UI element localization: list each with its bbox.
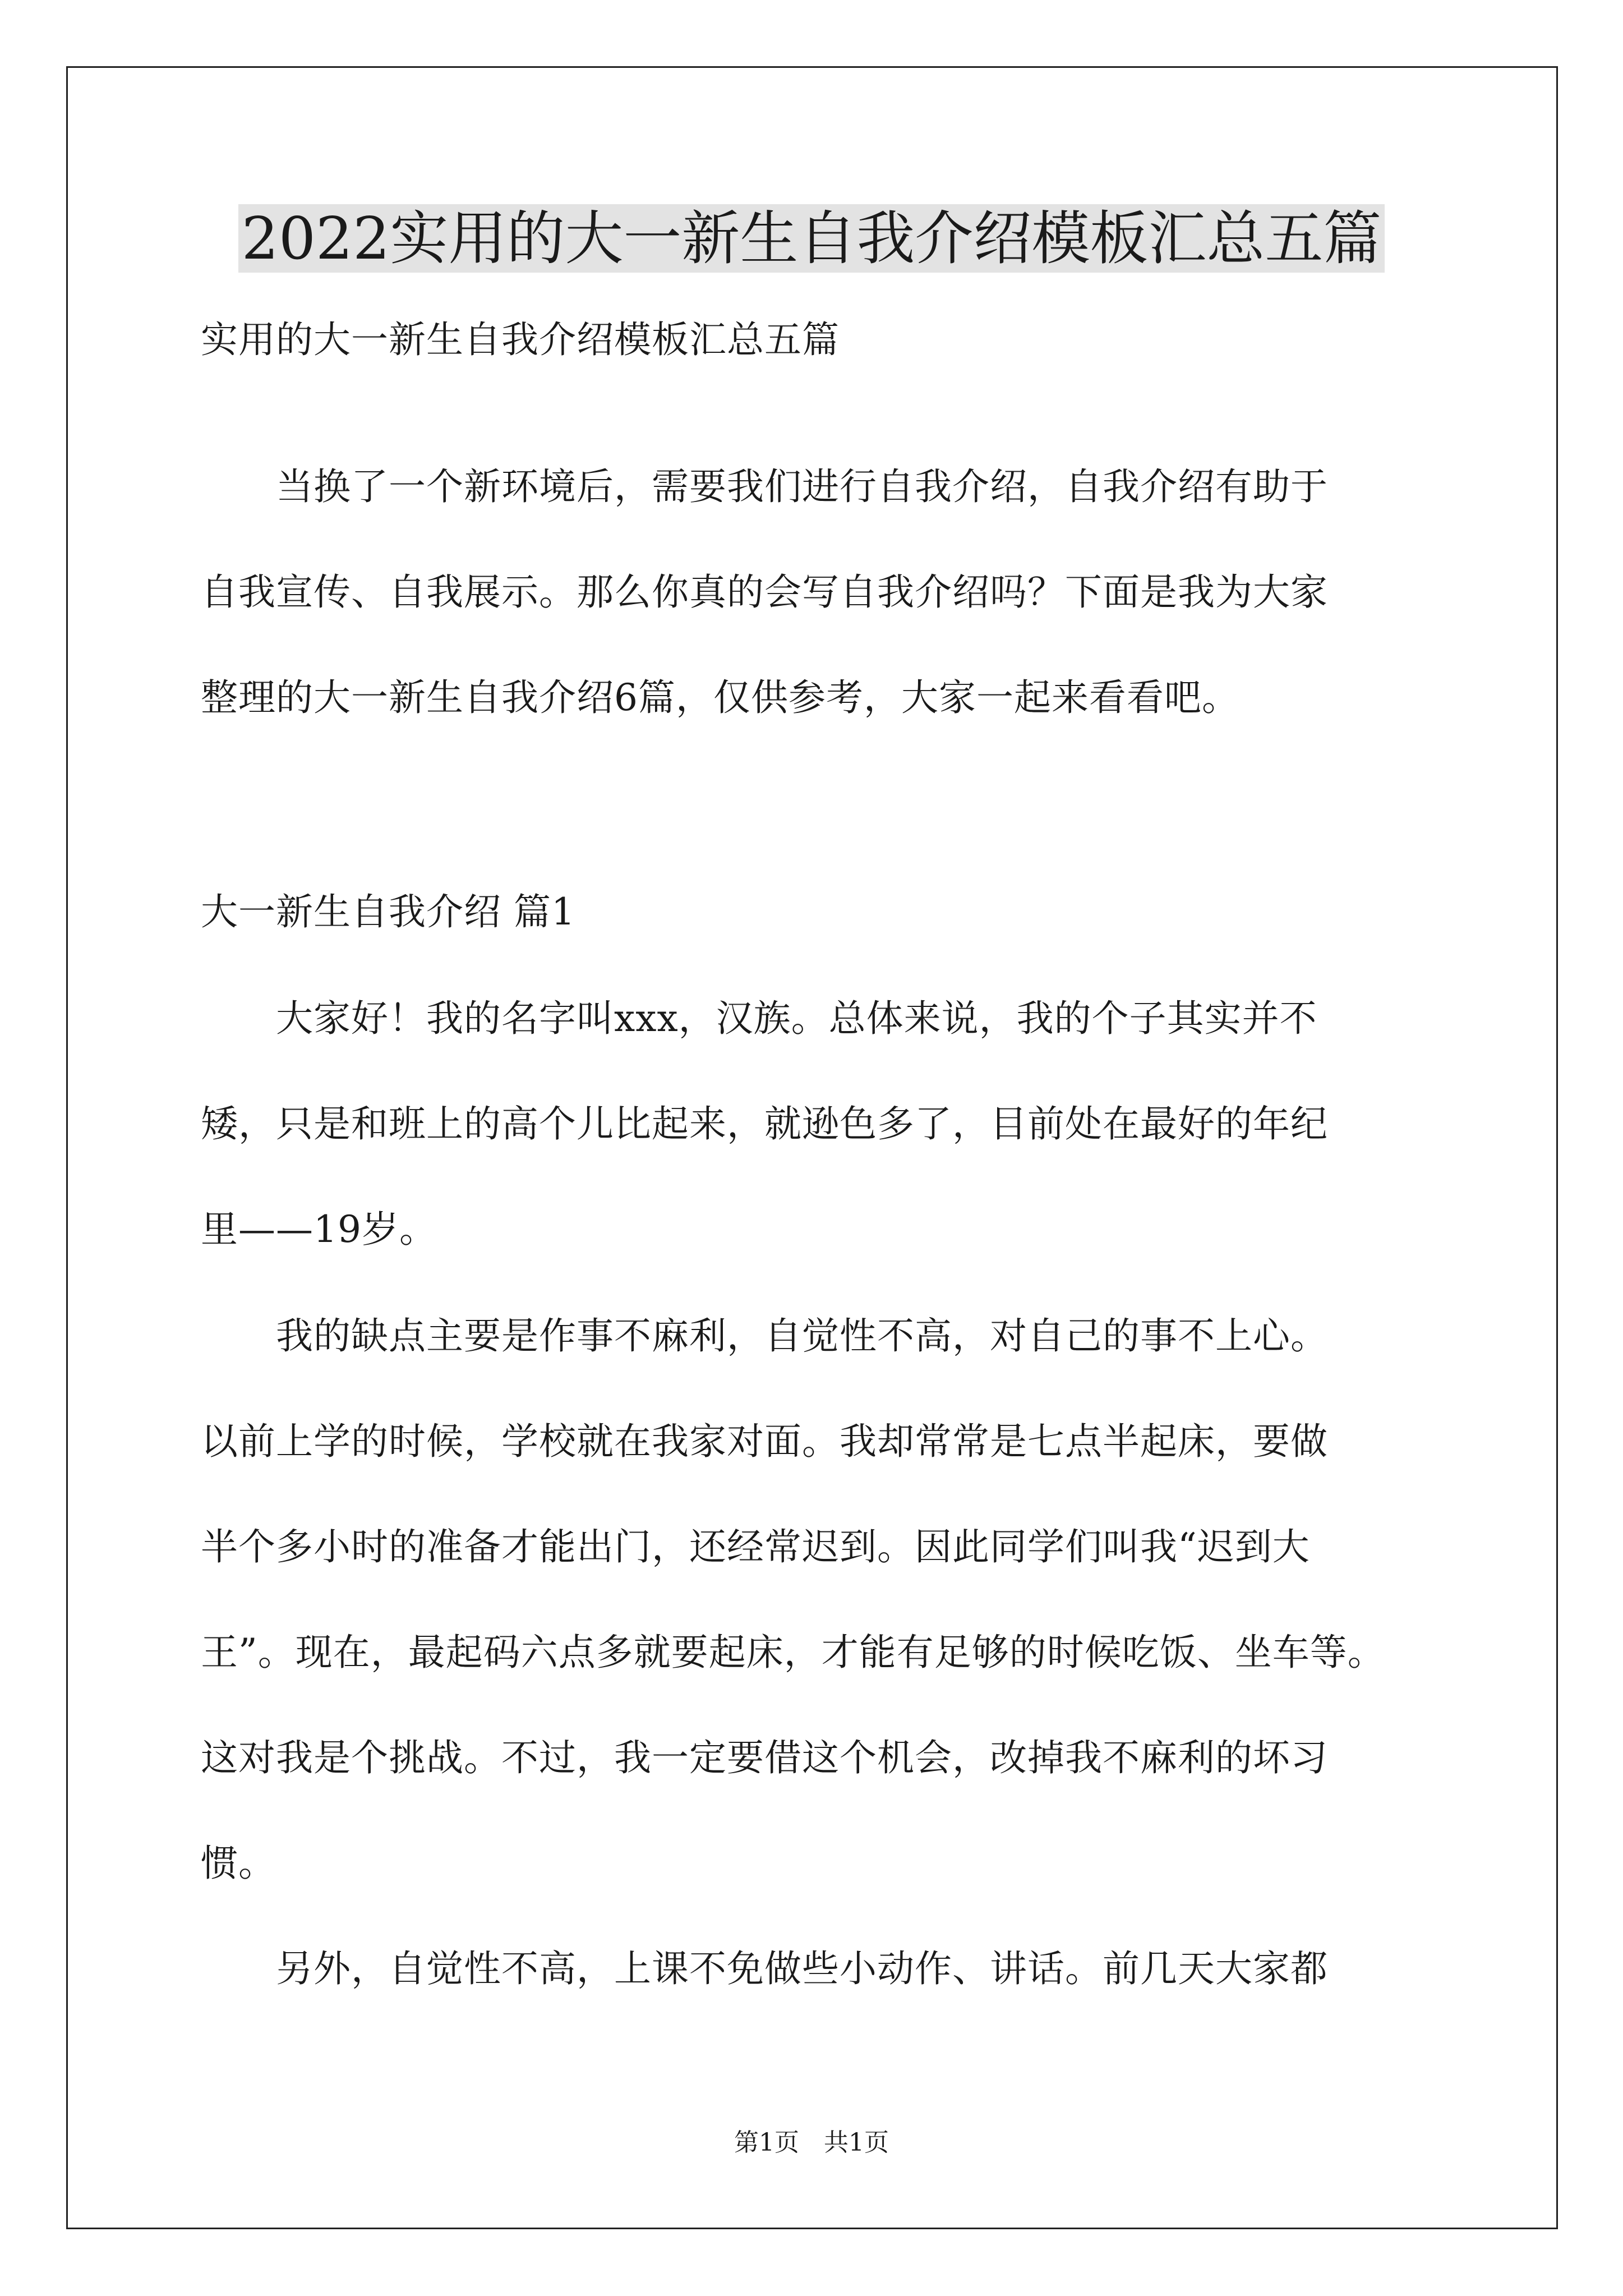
page-footer: 第1页 共1页 [734,2128,889,2157]
paragraph-line: 自我宣传、自我展示。那么你真的会写自我介绍吗？下面是我为大家 [201,570,1328,614]
paragraph-line: 我的缺点主要是作事不麻利，自觉性不高，对自己的事不上心。 [201,1314,1328,1358]
paragraph-line: 矮，只是和班上的高个儿比起来，就逊色多了，目前处在最好的年纪 [201,1102,1328,1145]
document-title-text: 2022实用的大一新生自我介绍模板汇总五篇 [238,204,1385,273]
paragraph-line: 惯。 [201,1842,276,1885]
paragraph-line: 以前上学的时候，学校就在我家对面。我却常常是七点半起床，要做 [201,1420,1328,1463]
document-title [0,199,1623,278]
paragraph-line: 整理的大一新生自我介绍6篇，仅供参考，大家一起来看看吧。 [201,676,1239,719]
paragraph-line: 里——19岁。 [201,1208,437,1251]
subtitle: 实用的大一新生自我介绍模板汇总五篇 [201,318,840,361]
paragraph-line: 半个多小时的准备才能出门，还经常迟到。因此同学们叫我“迟到大 [201,1525,1310,1568]
paragraph-line: 大家好！我的名字叫xxx，汉族。总体来说，我的个子其实并不 [201,997,1317,1040]
paragraph-line: 另外，自觉性不高，上课不免做些小动作、讲话。前几天大家都 [201,1947,1328,1990]
section-heading: 大一新生自我介绍 篇1 [201,890,575,933]
paragraph-line: 当换了一个新环境后，需要我们进行自我介绍，自我介绍有助于 [201,465,1328,508]
paragraph-line: 王”。现在，最起码六点多就要起床，才能有足够的时候吃饭、坐车等。 [201,1631,1385,1674]
paragraph-line: 这对我是个挑战。不过，我一定要借这个机会，改掉我不麻利的坏习 [201,1736,1328,1779]
